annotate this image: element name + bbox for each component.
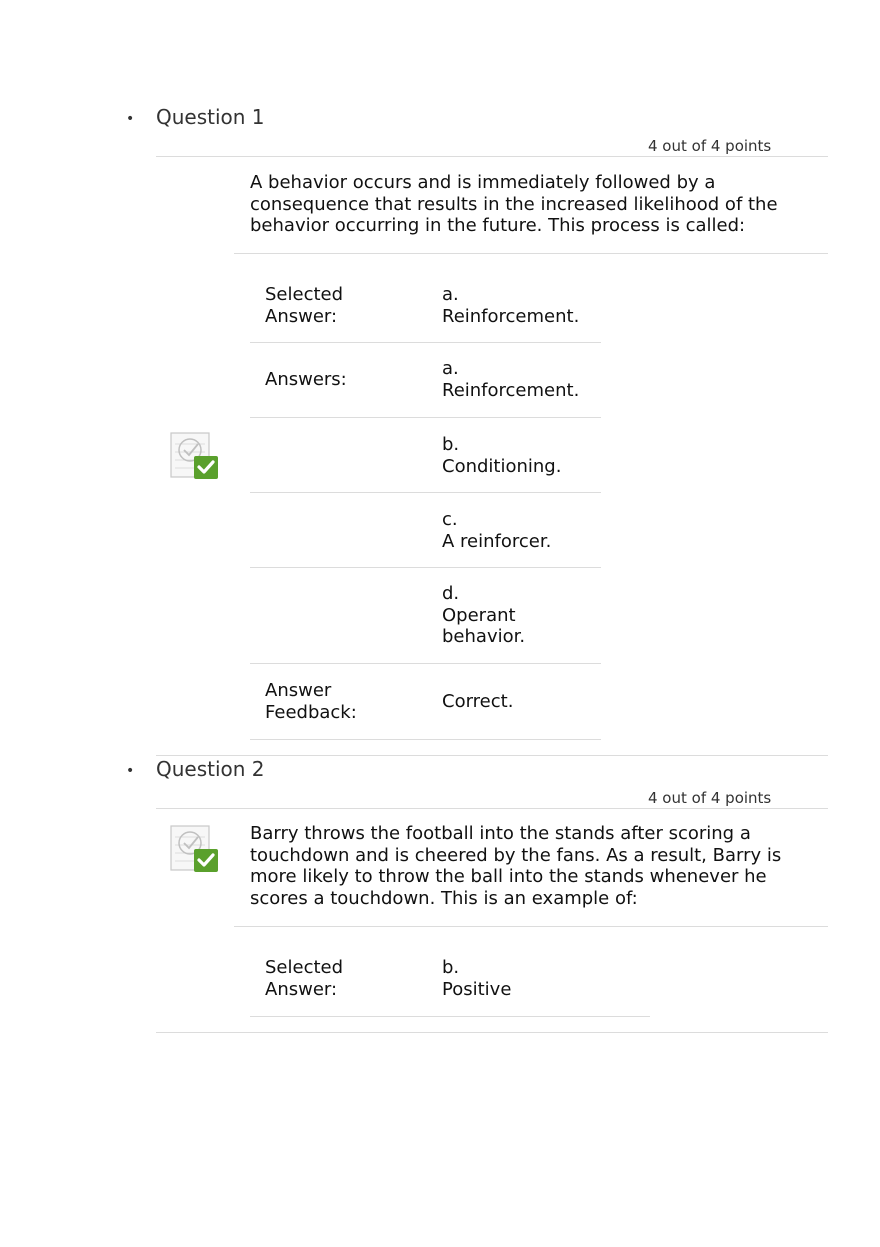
row-divider [250,417,601,418]
row-divider [250,1016,650,1017]
question-text-line: scores a touchdown. This is an example of: [250,887,638,909]
question-text-line: touchdown and is cheered by the fans. As a result, Barry is [250,844,782,866]
answer-feedback-value: Correct. [442,691,514,712]
selected-answer-label: Selected Answer: [265,284,344,327]
answer-feedback-label: Answer Feedback: [265,680,357,723]
question-2-text [250,823,820,909]
answer-option-a: a. Reinforcement. [442,358,580,401]
question-2-title: Question 2 [156,757,265,781]
correct-answer-icon [169,823,219,873]
question-2-points: 4 out of 4 points [648,789,772,807]
question-1-divider [156,156,828,157]
question-1-end-divider [156,755,828,756]
question-2-text-divider [234,926,828,927]
answer-option-d: d. Operant behavior. [442,583,526,647]
row-divider [250,342,601,343]
row-divider [250,567,601,568]
answer-option-b: b. Conditioning. [442,434,562,477]
question-2-end-divider [156,1032,828,1033]
selected-answer-value: a. Reinforcement. [442,284,580,327]
row-divider [250,492,601,493]
answers-label: Answers: [265,369,347,390]
question-1-points: 4 out of 4 points [648,137,772,155]
question-1-text-divider [234,253,828,254]
question-1-bullet: • [126,111,135,127]
correct-answer-icon [169,430,219,480]
question-2-divider [156,808,828,809]
question-2-bullet: • [126,763,135,779]
question-text-line: A behavior occurs and is immediately followed by a [250,172,716,193]
selected-answer-value: b. Positive [442,957,512,1000]
question-text-line: more likely to throw the ball into the stands whenever he [250,866,767,887]
question-text-line: behavior occurring in the future. This process is called: [250,215,746,236]
question-1-text [250,172,820,237]
question-text-line: consequence that results in the increased likelihood of the [250,193,778,215]
row-divider [250,739,601,740]
selected-answer-label: Selected Answer: [265,957,344,1000]
row-divider [250,663,601,664]
question-1-title: Question 1 [156,105,265,129]
question-text-line: Barry throws the football into the stands after scoring a [250,823,751,844]
answer-option-c: c. A reinforcer. [442,509,552,552]
